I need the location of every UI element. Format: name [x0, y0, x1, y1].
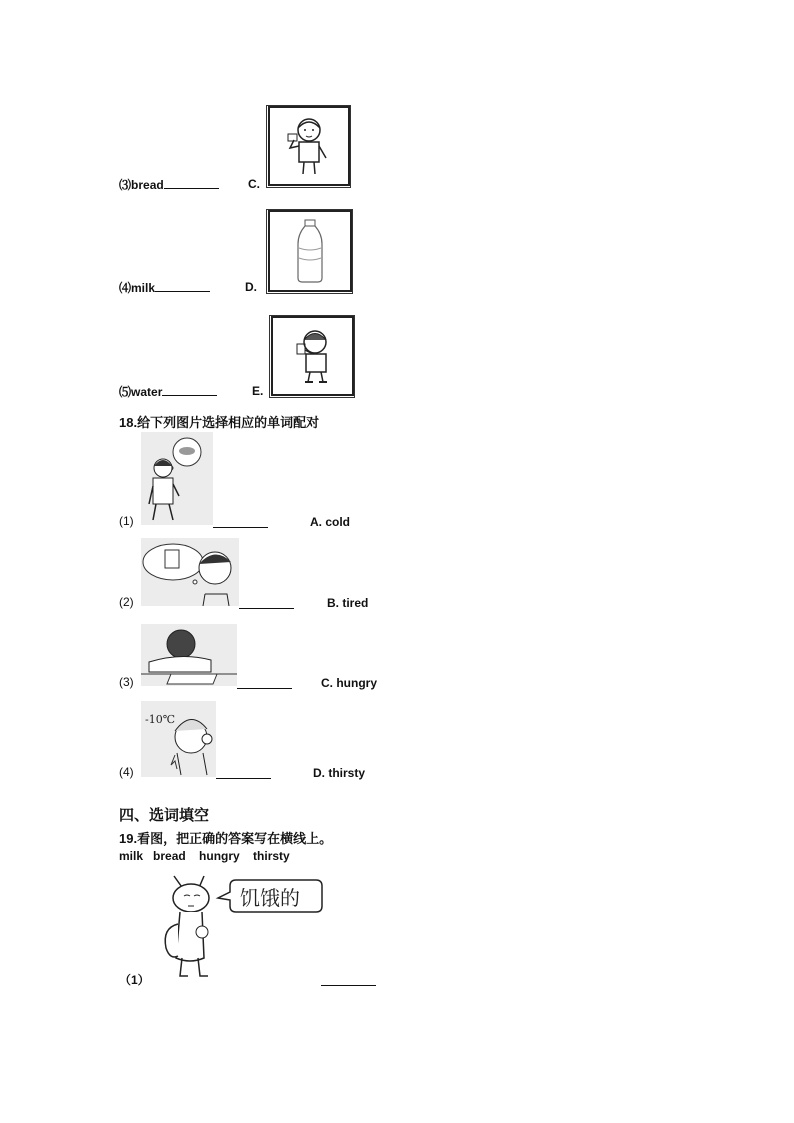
answer-blank-row-2: [239, 596, 294, 612]
q17-option-e: E.: [252, 384, 264, 398]
q18-item-4-num: (4): [119, 765, 134, 779]
picture-hungry-fox: [160, 868, 330, 980]
q18-title: 18.给下列图片选择相应的单词配对: [119, 415, 320, 430]
q18-item-2-num: (2): [119, 595, 134, 609]
speech-bubble-text: 饥饿的: [240, 886, 300, 910]
q17-item-5-label: ⑸water: [119, 385, 163, 399]
q17-item-4: [119, 279, 210, 296]
q18-item-1-num: (1): [119, 514, 134, 528]
q17-item-3: [119, 176, 219, 193]
q18-item-1: [119, 514, 134, 528]
q17-item-3-label: ⑶bread: [119, 178, 164, 192]
answer-blank[interactable]: [237, 676, 292, 689]
picture-hungry-boy: [141, 432, 213, 525]
word-bank: milk bread hungry thirsty: [119, 849, 290, 863]
picture-thirsty-boy: [141, 538, 239, 606]
section-4-heading: 四、选词填空: [119, 807, 210, 824]
q17-option-d: D.: [245, 280, 257, 294]
q18-option-b: B. tired: [327, 596, 369, 610]
q18-option-c: C. hungry: [321, 676, 377, 690]
q18-item-3-num: (3): [119, 675, 134, 689]
thermometer-text: -10℃: [145, 713, 176, 726]
q17-option-c: C.: [248, 177, 260, 191]
answer-blank[interactable]: [213, 515, 268, 528]
answer-blank[interactable]: [164, 176, 219, 189]
picture-boy-drinking: [271, 316, 354, 396]
answer-blank[interactable]: [321, 973, 376, 986]
answer-blank[interactable]: [162, 383, 217, 396]
picture-boy-eating: [268, 106, 350, 186]
answer-blank[interactable]: [239, 596, 294, 609]
q18-item-4: [119, 765, 134, 779]
answer-blank[interactable]: [155, 279, 210, 292]
q19-item-1-num: （1）: [119, 973, 150, 987]
answer-blank[interactable]: [216, 766, 271, 779]
answer-blank-row-1: [213, 515, 268, 531]
q18-item-3: [119, 675, 134, 689]
q19-title: 19.看图，把正确的答案写在横线上。: [119, 831, 333, 846]
answer-blank-row-3: [237, 676, 292, 692]
picture-bottle: [268, 210, 352, 292]
q18-item-2: [119, 595, 134, 609]
picture-cold-boy: [141, 701, 216, 777]
q18-option-a: A. cold: [310, 515, 351, 529]
q17-item-5: [119, 383, 217, 400]
answer-blank-row-4: [216, 766, 271, 782]
answer-blank-row-q19: [321, 973, 376, 989]
q18-option-d: D. thirsty: [313, 766, 366, 780]
q17-item-4-label: ⑷milk: [119, 281, 156, 295]
picture-tired-boy: [141, 624, 237, 686]
